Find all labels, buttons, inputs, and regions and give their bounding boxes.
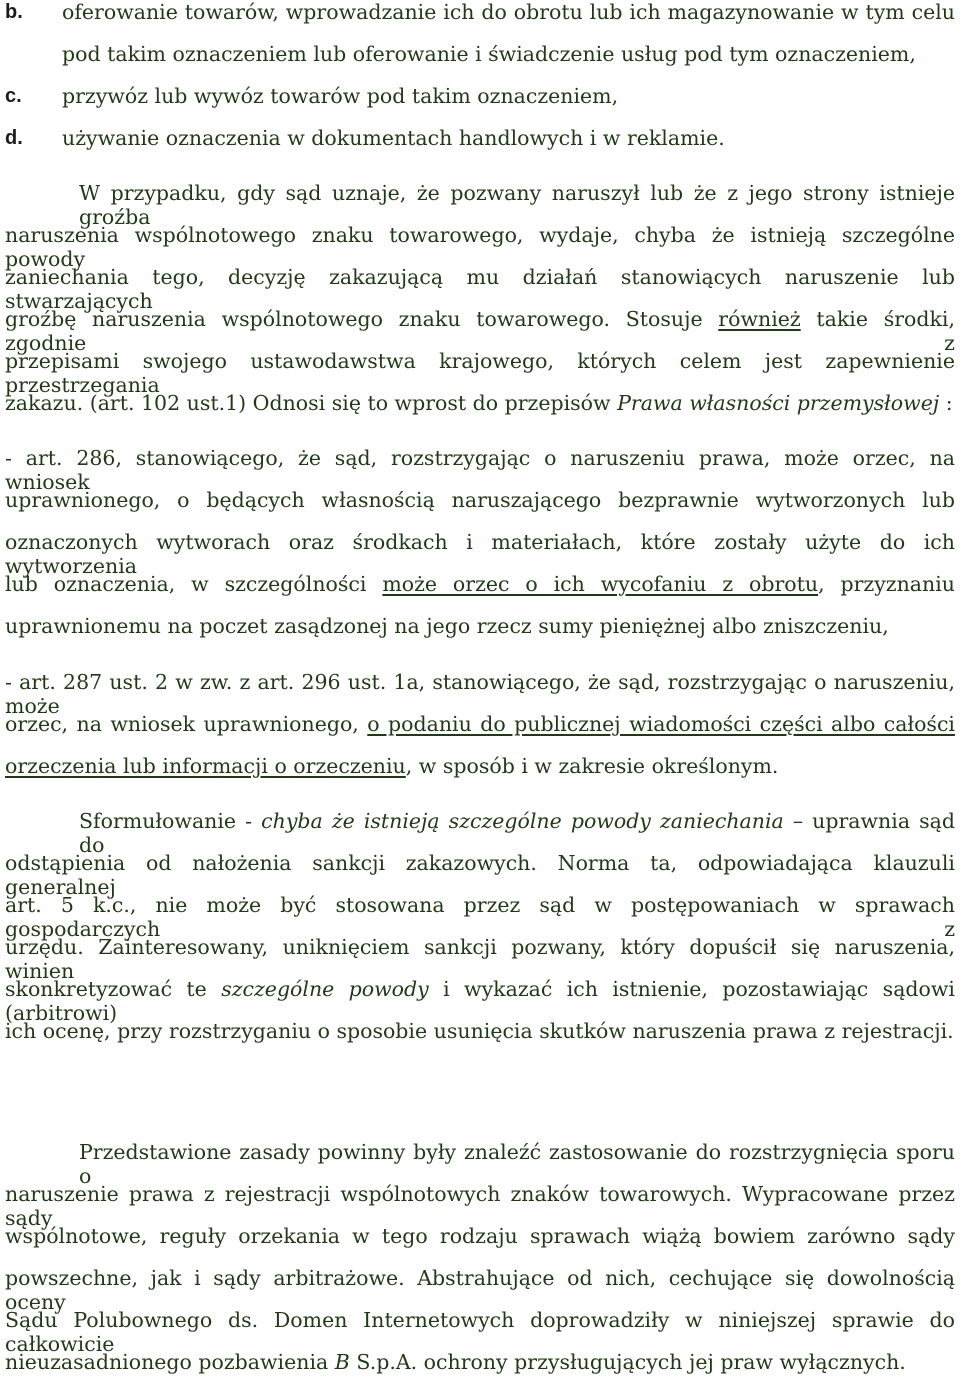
underlined-text: o podaniu do publicznej wiadomości części albo całości xyxy=(367,712,955,736)
text-line: - art. 287 ust. 2 w zw. z art. 296 ust. 1a, stanowiącego, że sąd, rozstrzygając o naruszeniu, może xyxy=(5,670,955,718)
underlined-text: orzeczenia lub informacji o orzeczeniu xyxy=(5,754,406,778)
text-line: powszechne, jak i sądy arbitrażowe. Abstrahujące od nich, cechujące się dowolnością oceny xyxy=(5,1266,955,1314)
text-line: Sądu Polubownego ds. Domen Internetowych doprowadziły w niniejszej sprawie do całkowicie xyxy=(5,1308,955,1356)
list-label: d. xyxy=(5,127,23,149)
text-line: naruszenie prawa z rejestracji wspólnotowych znaków towarowych. Wypracowane przez sądy xyxy=(5,1182,955,1230)
text-line: oznaczonych wytworach oraz środkach i materiałach, które zostały użyte do ich wytworzenia xyxy=(5,530,955,578)
text-line: orzeczenia lub informacji o orzeczeniu, w sposób i w zakresie określonym. xyxy=(5,754,779,778)
list-text: oferowanie towarów, wprowadzanie ich do obrotu lub ich magazynowanie w tym celu xyxy=(62,0,955,24)
text-line: lub oznaczenia, w szczególności może orzec o ich wycofaniu z obrotu, przyznaniu xyxy=(5,572,955,596)
italic-text: Prawa własności przemysłowej xyxy=(617,391,940,415)
italic-text: B xyxy=(334,1350,350,1374)
list-text: używanie oznaczenia w dokumentach handlowych i w reklamie. xyxy=(62,126,725,150)
text-line: przepisami swojego ustawodawstwa krajowego, których celem jest zapewnienie przestrzegania xyxy=(5,349,955,397)
text-line: wspólnotowe, reguły orzekania w tego rodzaju sprawach wiążą bowiem zarówno sądy xyxy=(5,1224,955,1248)
text-line: groźbę naruszenia wspólnotowego znaku towarowego. Stosuje również takie środki, zgodnie z xyxy=(5,307,955,355)
text-line: urzędu. Zainteresowany, uniknięciem sankcji pozwany, który dopuścił się naruszenia, winien xyxy=(5,935,955,983)
text-line: odstąpienia od nałożenia sankcji zakazowych. Norma ta, odpowiadająca klauzuli generalnej xyxy=(5,851,955,899)
text-line: uprawnionego, o będących własnością naruszającego bezprawnie wytworzonych lub xyxy=(5,488,955,512)
text-line: Sformułowanie - chyba że istnieją szczególne powody zaniechania – uprawnia sąd do xyxy=(79,809,955,857)
text-line: nieuzasadnionego pozbawienia B S.p.A. ochrony przysługujących jej praw wyłącznych. xyxy=(5,1350,906,1374)
text-line: uprawnionemu na poczet zasądzonej na jego rzecz sumy pieniężnej albo zniszczeniu, xyxy=(5,614,889,638)
text-line: W przypadku, gdy sąd uznaje, że pozwany naruszył lub że z jego strony istnieje groźba xyxy=(79,181,955,229)
list-text: przywóz lub wywóz towarów pod takim oznaczeniem, xyxy=(62,84,619,108)
underlined-text: również xyxy=(718,307,801,331)
italic-text: chyba że istnieją szczególne powody zaniechania xyxy=(261,809,784,833)
underlined-text: może orzec o ich wycofaniu z obrotu xyxy=(382,572,819,596)
list-label: c. xyxy=(5,85,22,107)
italic-text: szczególne powody xyxy=(221,977,429,1001)
list-text: pod takim oznaczeniem lub oferowanie i świadczenie usług pod tym oznaczeniem, xyxy=(62,42,916,66)
text-line: ich ocenę, przy rozstrzyganiu o sposobie usunięcia skutków naruszenia prawa z rejestracji. xyxy=(5,1019,954,1043)
text-line: skonkretyzować te szczególne powody i wykazać ich istnienie, pozostawiając sądowi (arbitrowi) xyxy=(5,977,955,1025)
text-line: orzec, na wniosek uprawnionego, o podaniu do publicznej wiadomości części albo całości xyxy=(5,712,955,736)
text-line: zaniechania tego, decyzję zakazującą mu działań stanowiących naruszenie lub stwarzających xyxy=(5,265,955,313)
text-line: naruszenia wspólnotowego znaku towarowego, wydaje, chyba że istnieją szczególne powody xyxy=(5,223,955,271)
text-line: Przedstawione zasady powinny były znaleźć zastosowanie do rozstrzygnięcia sporu o xyxy=(79,1140,955,1188)
list-label: b. xyxy=(5,1,23,23)
text-line: zakazu. (art. 102 ust.1) Odnosi się to wprost do przepisów Prawa własności przemysłowej : xyxy=(5,391,953,415)
text-line: - art. 286, stanowiącego, że sąd, rozstrzygając o naruszeniu prawa, może orzec, na wniosek xyxy=(5,446,955,494)
text-line: art. 5 k.c., nie może być stosowana przez sąd w postępowaniach w sprawach gospodarczych z xyxy=(5,893,955,941)
